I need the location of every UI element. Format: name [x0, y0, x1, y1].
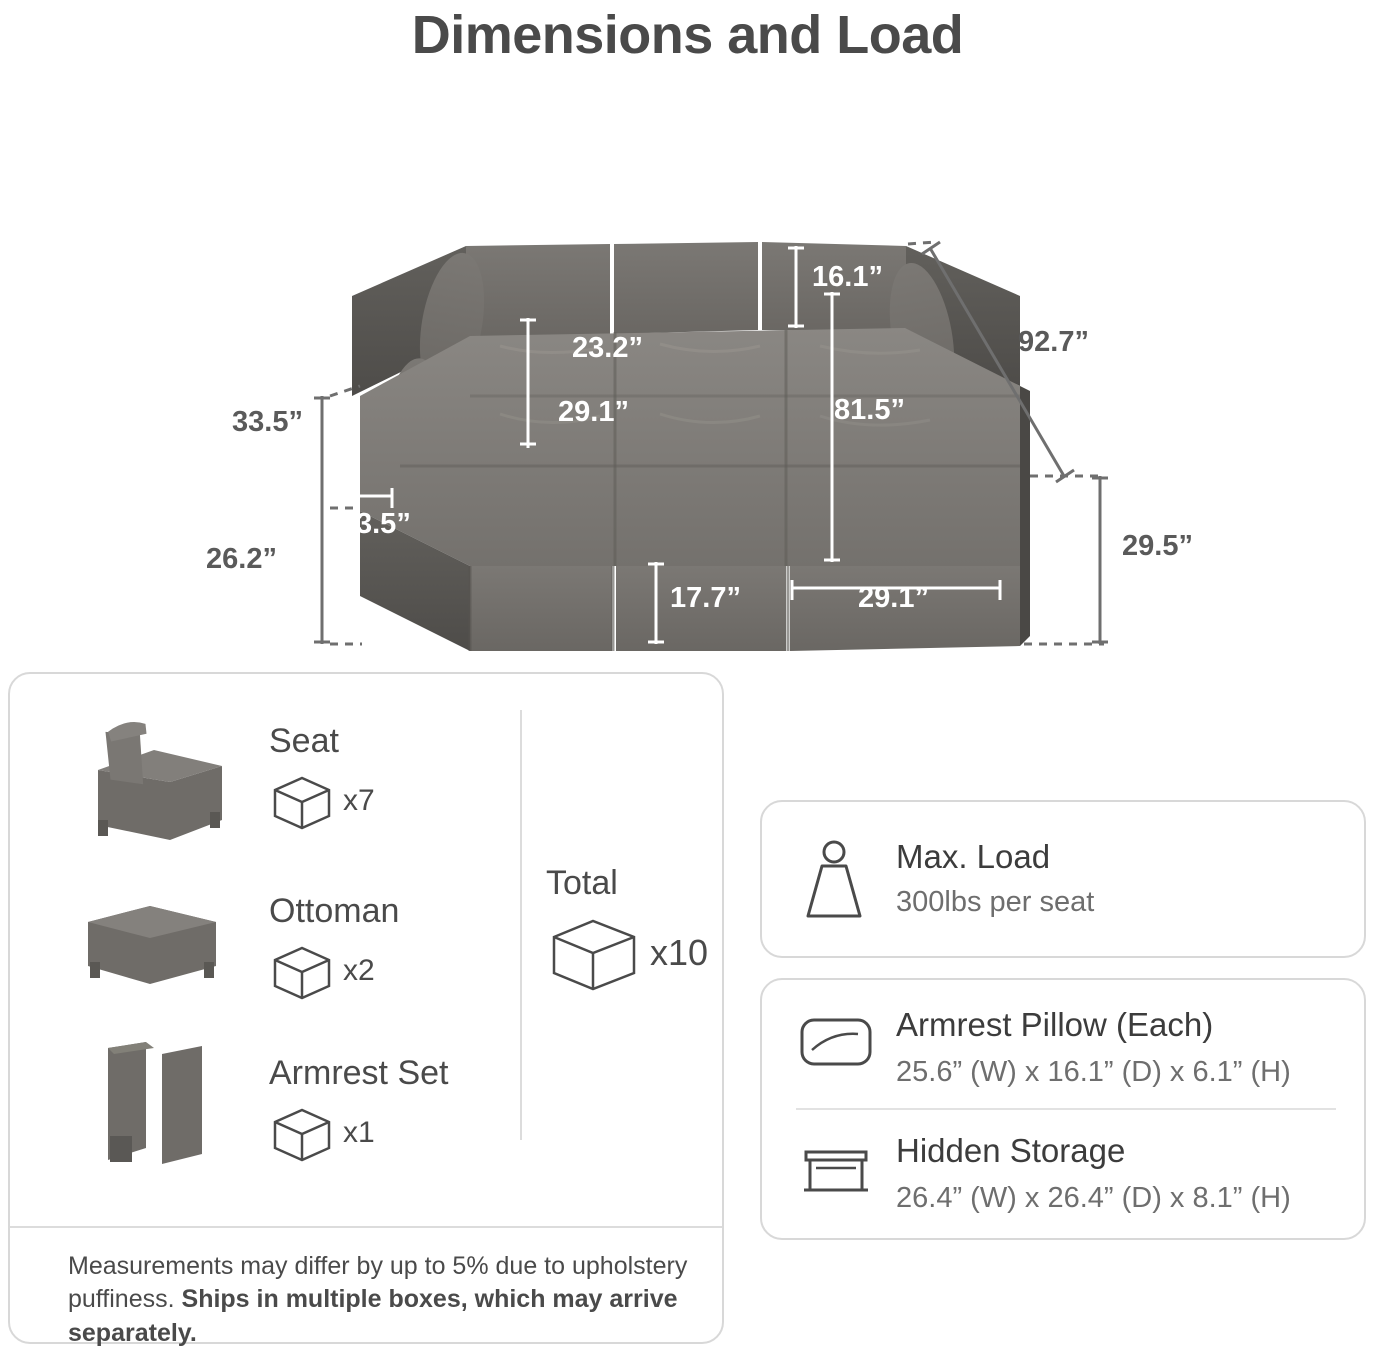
dim-29-1-width: 29.1” [858, 582, 929, 614]
dim-16-1: 16.1” [812, 261, 883, 293]
pillow-icon [798, 1010, 874, 1079]
packing-item-qty-group [269, 772, 375, 830]
weight-icon [798, 836, 870, 927]
horizontal-divider [10, 1226, 722, 1228]
packing-item-qty-group [269, 1104, 375, 1162]
dim-81-5: 81.5” [834, 394, 905, 426]
box-icon [269, 1104, 335, 1162]
packing-item-count: x2 [343, 954, 375, 987]
armrest-set-thumbnail [50, 1032, 230, 1182]
note-bold-2: which may arrive separately. [68, 1285, 678, 1347]
dim-92-7: 92.7” [1018, 326, 1089, 358]
ottoman-thumbnail [50, 870, 230, 1020]
sofa-seat-surface [360, 328, 1020, 566]
dim-3-5: 3.5” [356, 508, 411, 540]
armless-chair-thumbnail [50, 700, 230, 850]
packing-item-qty-group [269, 942, 375, 1000]
packing-item-count: x7 [343, 784, 375, 817]
box-icon-large [546, 913, 642, 993]
total-boxes-group [546, 864, 726, 993]
packing-item-seat [34, 700, 504, 880]
note-line-1: Measurements may differ by up to 5% due to [68, 1252, 566, 1280]
vertical-divider [520, 710, 522, 1140]
specs-panel [760, 978, 1366, 1240]
dim-29-5: 29.5” [1122, 530, 1193, 562]
dimension-diagram [0, 96, 1375, 656]
storage-box-icon [798, 1134, 874, 1209]
page-title: Dimensions and Load [411, 5, 964, 65]
dim-17-7: 17.7” [670, 582, 741, 614]
packing-item-label: Ottoman [269, 892, 400, 930]
total-count: x10 [650, 932, 709, 973]
packing-item-armrest-set [34, 1032, 504, 1212]
total-label: Total [546, 864, 618, 902]
spec-divider [796, 1108, 1336, 1110]
armrest-pillow-dimensions: 25.6” (W) x 16.1” (D) x 6.1” (H) [896, 1056, 1291, 1088]
packing-list-panel [8, 672, 724, 1347]
box-icon [269, 942, 335, 1000]
dim-29-1-depth: 29.1” [558, 396, 629, 428]
max-load-panel [760, 800, 1366, 958]
max-load-subtitle: 300lbs per seat [896, 886, 1095, 918]
box-icon [269, 772, 335, 830]
max-load-title: Max. Load [896, 838, 1051, 875]
armrest-pillow-title: Armrest Pillow (Each) [896, 1006, 1214, 1043]
packing-item-count: x1 [343, 1116, 375, 1149]
dim-33-5: 33.5” [232, 406, 303, 438]
packing-item-ottoman [34, 870, 504, 1050]
packing-item-label: Seat [269, 722, 339, 760]
measurement-note [68, 1250, 688, 1350]
packing-item-label: Armrest Set [269, 1054, 449, 1092]
hidden-storage-dimensions: 26.4” (W) x 26.4” (D) x 8.1” (H) [896, 1182, 1291, 1214]
note-line-2: upholstery puffiness. [68, 1252, 688, 1314]
hidden-storage-title: Hidden Storage [896, 1132, 1126, 1169]
dim-23-2: 23.2” [572, 332, 643, 364]
dim-26-2: 26.2” [206, 543, 277, 575]
note-bold-1: Ships in multiple boxes, [181, 1285, 468, 1314]
